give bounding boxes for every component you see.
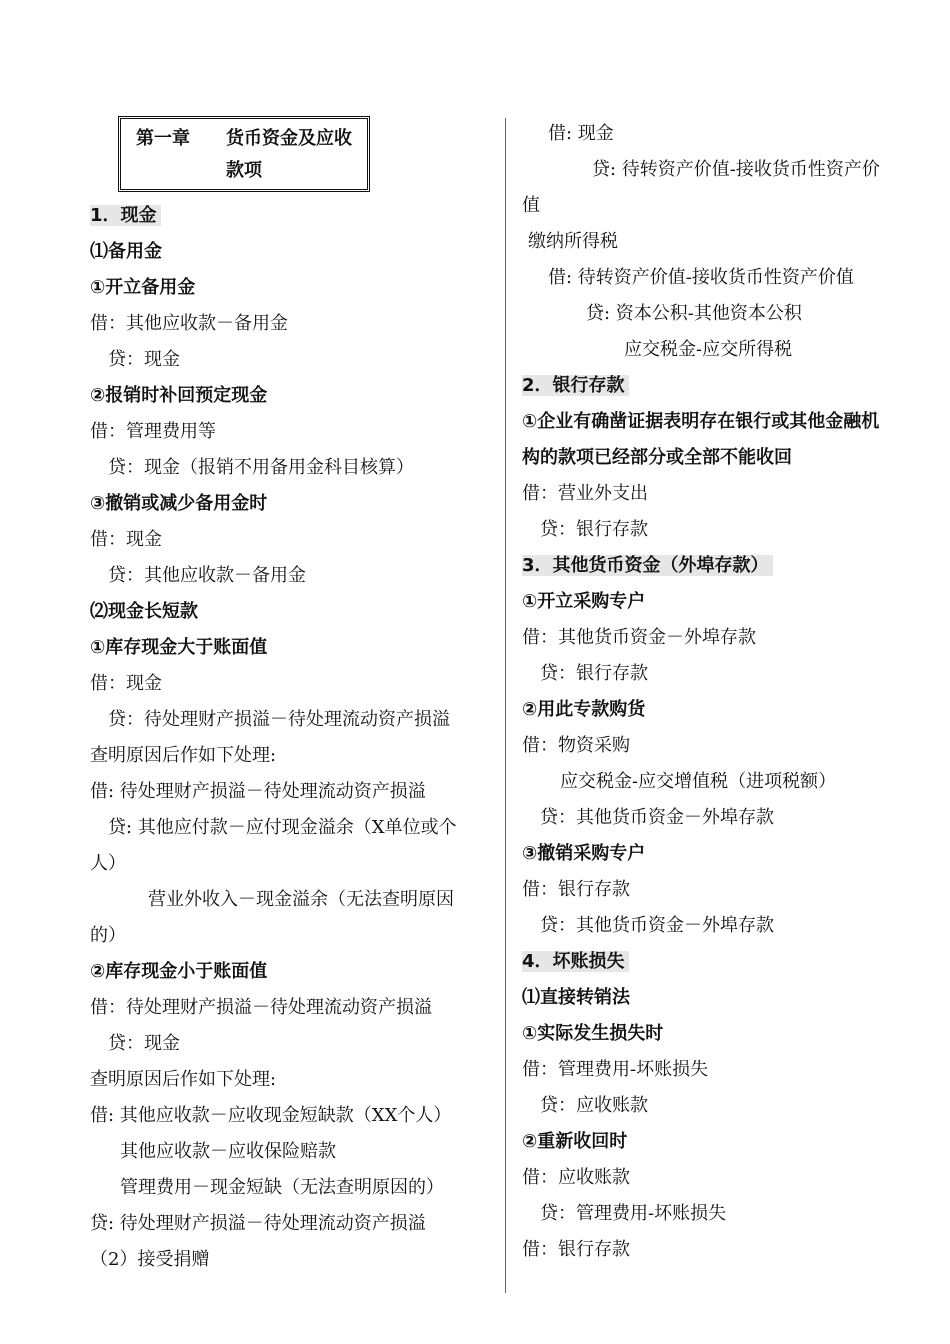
right-line xyxy=(522,1088,922,1124)
right-line-text: 借：物资采购 xyxy=(522,735,630,756)
right-line-text: ①实际发生损失时 xyxy=(522,1023,664,1044)
right-line-text: ②用此专款购货 xyxy=(522,699,646,720)
left-line-text: 贷：现金 xyxy=(108,349,180,370)
right-line xyxy=(522,1232,922,1268)
left-line xyxy=(90,1206,500,1242)
right-line-text: 贷：应收账款 xyxy=(540,1095,648,1116)
left-line xyxy=(90,522,500,558)
left-line-text: 1．现金 xyxy=(90,205,161,226)
left-line-text: 其他应收款－应收保险赔款 xyxy=(120,1141,336,1162)
right-line-text: 2．银行存款 xyxy=(522,375,629,396)
right-line xyxy=(522,980,922,1016)
left-line xyxy=(90,990,500,1026)
left-line-text: 借：待处理财产损溢－待处理流动资产损溢 xyxy=(90,997,432,1018)
left-line-text: 贷: 其他应付款－应付现金溢余（X单位或个 xyxy=(108,817,457,838)
left-line xyxy=(90,1026,500,1062)
left-line-text: ⑵现金长短款 xyxy=(90,601,198,622)
right-line-text: 贷：其他货币资金－外埠存款 xyxy=(540,915,774,936)
chapter-title-box xyxy=(118,116,370,192)
right-line xyxy=(522,188,922,224)
left-line-text: ③撤销或减少备用金时 xyxy=(90,493,268,514)
right-line xyxy=(522,116,922,152)
left-line-text: 的） xyxy=(90,925,126,946)
right-line-text: 值 xyxy=(522,195,540,216)
right-line xyxy=(522,656,922,692)
right-line-text: 借：营业外支出 xyxy=(522,483,648,504)
right-line-text: 借：银行存款 xyxy=(522,1239,630,1260)
right-line xyxy=(522,872,922,908)
right-column xyxy=(522,116,922,1268)
right-line-text: ③撤销采购专户 xyxy=(522,843,646,864)
left-line-text: 营业外收入－现金溢余（无法查明原因 xyxy=(148,889,454,910)
left-line xyxy=(90,1134,500,1170)
left-line-text: 借：管理费用等 xyxy=(90,421,216,442)
left-line-text: 贷：其他应收款－备用金 xyxy=(108,565,306,586)
left-line xyxy=(90,1170,500,1206)
right-line-text: 借：银行存款 xyxy=(522,879,630,900)
column-divider xyxy=(505,118,506,1293)
left-line-text: 人） xyxy=(90,853,126,874)
right-line xyxy=(522,1124,922,1160)
left-line-text: 借：其他应收款－备用金 xyxy=(90,313,288,334)
right-line xyxy=(522,908,922,944)
right-line xyxy=(522,764,922,800)
left-line xyxy=(90,558,500,594)
left-line-text: 贷: 待处理财产损溢－待处理流动资产损溢 xyxy=(90,1213,426,1234)
right-line-text: ⑴直接转销法 xyxy=(522,987,630,1008)
right-line xyxy=(522,1160,922,1196)
right-line xyxy=(522,584,922,620)
right-line-text: 贷：银行存款 xyxy=(540,663,648,684)
left-column xyxy=(90,116,500,1278)
right-line-text: 4．坏账损失 xyxy=(522,951,629,972)
left-line xyxy=(90,666,500,702)
right-line xyxy=(522,944,922,980)
right-text-lines xyxy=(522,116,922,1268)
left-line xyxy=(90,378,500,414)
left-line xyxy=(90,594,500,630)
right-line-text: ②重新收回时 xyxy=(522,1131,628,1152)
left-line xyxy=(90,1098,500,1134)
left-line xyxy=(90,918,500,954)
right-line-text: 3．其他货币资金（外埠存款） xyxy=(522,555,773,576)
left-line xyxy=(90,810,500,846)
right-line-text: 贷：银行存款 xyxy=(540,519,648,540)
left-line-text: 借：现金 xyxy=(90,673,162,694)
right-line-text: ①开立采购专户 xyxy=(522,591,646,612)
left-line xyxy=(90,414,500,450)
left-line xyxy=(90,954,500,990)
left-line xyxy=(90,630,500,666)
left-line-text: 贷：现金 xyxy=(108,1033,180,1054)
right-line xyxy=(522,332,922,368)
right-line xyxy=(522,692,922,728)
right-line xyxy=(522,728,922,764)
left-line xyxy=(90,198,500,234)
right-line xyxy=(522,476,922,512)
right-line xyxy=(522,368,922,404)
right-line xyxy=(522,1016,922,1052)
chapter-title-line2: 款项 xyxy=(226,160,262,181)
left-line-text: 贷：待处理财产损溢－待处理流动资产损溢 xyxy=(108,709,450,730)
left-line-text: 贷：现金（报销不用备用金科目核算） xyxy=(108,457,414,478)
left-line xyxy=(90,270,500,306)
right-line-text: 构的款项已经部分或全部不能收回 xyxy=(522,447,792,468)
right-line xyxy=(522,440,922,476)
left-line-text: 查明原因后作如下处理: xyxy=(90,745,277,766)
left-line xyxy=(90,882,500,918)
right-line-text: 贷：管理费用-坏账损失 xyxy=(540,1203,727,1224)
right-line xyxy=(522,296,922,332)
right-line xyxy=(522,620,922,656)
right-line-text: 缴纳所得税 xyxy=(528,231,618,252)
left-line-text: 管理费用－现金短缺（无法查明原因的） xyxy=(120,1177,444,1198)
left-line-text: （2）接受捐赠 xyxy=(90,1249,210,1270)
left-line xyxy=(90,306,500,342)
left-line xyxy=(90,846,500,882)
left-line xyxy=(90,774,500,810)
left-line-text: ②库存现金小于账面值 xyxy=(90,961,268,982)
left-line-text: 借：现金 xyxy=(90,529,162,550)
right-line-text: 贷: 资本公积-其他资本公积 xyxy=(586,303,802,324)
right-line xyxy=(522,800,922,836)
right-line-text: ①企业有确凿证据表明存在银行或其他金融机 xyxy=(522,411,880,432)
right-line-text: 借：管理费用-坏账损失 xyxy=(522,1059,709,1080)
right-line xyxy=(522,224,922,260)
right-line-text: 应交税金-应交增值税（进项税额） xyxy=(560,771,837,792)
chapter-title-line1: 第一章 货币资金及应收 xyxy=(136,128,352,149)
right-line xyxy=(522,836,922,872)
left-line xyxy=(90,1242,500,1278)
left-line xyxy=(90,486,500,522)
left-line-text: ①开立备用金 xyxy=(90,277,196,298)
right-line-text: 应交税金-应交所得税 xyxy=(624,339,793,360)
left-line xyxy=(90,234,500,270)
right-line-text: 贷: 待转资产价值-接收货币性资产价 xyxy=(592,159,880,180)
right-line xyxy=(522,152,922,188)
left-line-text: ①库存现金大于账面值 xyxy=(90,637,268,658)
right-line xyxy=(522,1052,922,1088)
left-line-text: 借: 待处理财产损溢－待处理流动资产损溢 xyxy=(90,781,426,802)
right-line-text: 贷：其他货币资金－外埠存款 xyxy=(540,807,774,828)
left-line xyxy=(90,702,500,738)
right-line xyxy=(522,404,922,440)
right-line xyxy=(522,260,922,296)
left-line-text: 借: 其他应收款－应收现金短缺款（XX个人） xyxy=(90,1105,452,1126)
right-line xyxy=(522,512,922,548)
right-line-text: 借: 待转资产价值-接收货币性资产价值 xyxy=(548,267,854,288)
right-line-text: 借: 现金 xyxy=(548,123,614,144)
left-line-text: 查明原因后作如下处理: xyxy=(90,1069,277,1090)
right-line xyxy=(522,548,922,584)
left-line xyxy=(90,342,500,378)
right-line xyxy=(522,1196,922,1232)
left-line-text: ⑴备用金 xyxy=(90,241,162,262)
left-line xyxy=(90,450,500,486)
left-text-lines xyxy=(90,198,500,1278)
left-line-text: ②报销时补回预定现金 xyxy=(90,385,268,406)
right-line-text: 借：其他货币资金－外埠存款 xyxy=(522,627,756,648)
right-line-text: 借：应收账款 xyxy=(522,1167,630,1188)
left-line xyxy=(90,1062,500,1098)
left-line xyxy=(90,738,500,774)
